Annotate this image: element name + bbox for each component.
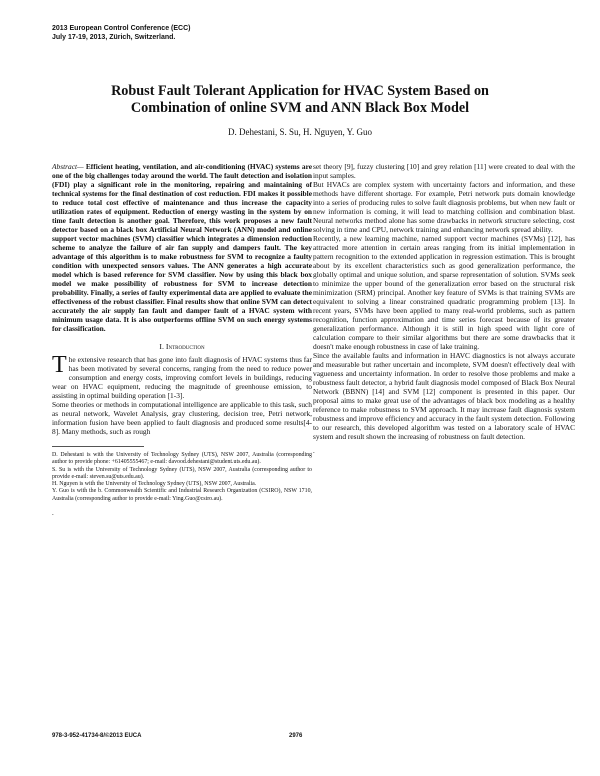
right-paragraph-3: Recently, a new learning machine, named support vector machines (SVMs) [12], has attracted more attention in certain areas ranging from its initial implementation in pattern recognition to the extended application in regression estimation. This is brought about by its excellent characteristics such as good generalization performance, the globally optimal and unique solution, and sparse representation of solution. SVMs seek to minimize the upper bound of the generalization error based on the structural risk minimization (SRM) principal. Another key feature of SVMs is that training SVMs are equivalent to solving a linear constrained quadratic programming problem [13]. In recent years, SVMs have been applied to many real-world problems, such as pattern recognition, function approximation and time series forecast because of its greater generalization performance. Although it is still in high speed with light core of calculation compare to their similar algorithms but there are some drawbacks that it doesn't make enough robustness in case of lake training. xyxy=(313,234,575,351)
section-heading-introduction: I. Introduction xyxy=(159,342,205,351)
intro-paragraph-2: Some theories or methods in computational intelligence are applicable to this task, such as neural network, Wavelet Analysis, gray clustering, decision tree, Petri network, information fusion have been applied to fault diagnosis and produced some results[4-8]. Many methods, such as rough xyxy=(52,400,312,436)
right-column xyxy=(313,162,575,456)
footnote-3: H. Nguyen is with the University of Technology Sydney (UTS), NSW 2007, Australia. xyxy=(52,481,257,488)
left-column xyxy=(52,162,312,518)
footnote-4: Y. Guo is with the b. Commonwealth Scientific and Industrial Research Organization (CSIRO), NSW 1710, Australia (corresponding author to provide e-mail: Ying.Guo@csiro.au). xyxy=(52,488,312,502)
author-list: D. Dehestani, S. Su, H. Nguyen, Y. Guo xyxy=(228,127,372,137)
title-line-1: Robust Fault Tolerant Application for HVAC System Based on xyxy=(111,83,489,99)
intro-paragraph-1 xyxy=(52,352,312,400)
abstract-text: Efficient heating, ventilation, and air-conditioning (HVAC) systems are one of the big challenges today around the world. The fault detection and isolation (FDI) play a significant role in the monitoring, repairing and maintaining of technical systems for the final destination of cost reduction. FDI makes it possible to reduce total cost effective of maintenance and thus increase the capacity utilization rates of equipment. Reduction of energy wasting in the system by on time fault detection is another goal. Therefore, this work proposes a new fault detector based on a black box Artificial Neural Network (ANN) model and online support vector machines (SVM) classifier which integrates a dimension reduction scheme to analyze the failure of air fan supply and dampers fault. The key advantage of this algorithm is to make robustness for SVM to recognize a faulty condition with unexpected sensors values. The ANN generates a high accurate model which is based reference for SVM classifier. Now by using this black box model we make possibility of robustness for SVM to increase detection probability. Finally, a series of faulty experimental data are applied to evaluate the effectiveness of the robust classifier. Final results show that online SVM can detect accurately the air supply fan fault and damper fault of a HVAC system with minimum usage data. It is also outperforms offline SVM on such energy systems for classification. xyxy=(52,162,312,333)
footnote-divider xyxy=(52,446,144,447)
conference-header xyxy=(52,24,190,42)
right-column-dot: . xyxy=(313,447,315,455)
paper-title xyxy=(60,83,540,117)
drop-cap: T xyxy=(52,352,67,378)
abstract xyxy=(52,162,312,333)
left-column-dot: . xyxy=(52,509,54,518)
right-paragraph-2: But HVACs are complex system with uncertainty factors and information, and these methods have different shortage. For example, Petri network puts domain knowledge into a series of producing rules to solve fault diagnosis problems, but when new fault or new information is coming, it will lead to matching collision and combination blast. Neural networks method alone has some drawbacks in network structure selecting, cost solving in time and CPU, network training and enhancing network spread ability. xyxy=(313,180,575,234)
footnote-1: D. Dehestani is with the University of Technology Sydney (UTS), NSW 2007, Australia (corresponding author to provide phone: +61405555467; e-mail: davood.dehestani@student.uts.edu.au). xyxy=(52,452,312,466)
right-paragraph-4: Since the available faults and information in HAVC diagnostics is not always accurate and measurable but rather uncertain and incomplete, SVM doesn't effectively deal with vagueness and uncertainty information. In order to resolve those problems and make a robustness fault detector, a hybrid fault diagnosis model composed of Black Box Neural Network (BBNN) [14] and SVM [12] component is presented in this paper. Our proposal aims to make great use of the advantages of black box modeling as a healthy reference to make robustness to SVM approach. It may increase fault diagnosis system robustness and improve efficiency and accuracy in the fault system detection. Following to our research, this developed algorithm was tested on a laboratory scale of HVAC system and result shown the increasing of robustness on fault detection. xyxy=(313,351,575,441)
footnote-2: S. Su is with the University of Technology Sydney (UTS), NSW 2007, Australia (corresponding author to provide e-mail: steven.su@uts.edu.au). xyxy=(52,466,312,480)
abstract-lead: Abstract— xyxy=(52,162,84,171)
right-paragraph-1: set theory [9], fuzzy clustering [10] and grey relation [11] were created to deal with the input samples. xyxy=(313,162,575,180)
intro-paragraph-1-text: he extensive research that has gone into fault diagnosis of HVAC systems thus far has been motivated by several concerns, ranging from the need to reduce power consumption and energy costs, improving comfort levels in buildings, reducing wear on HVAC equipment, reducing the magnitude of greenhouse emission, to assisting in optimal building operation [1-3]. xyxy=(52,355,312,400)
conference-date: July 17-19, 2013, Zürich, Switzerland. xyxy=(52,34,176,41)
isbn-footer: 978-3-952-41734-8/©2013 EUCA xyxy=(52,733,142,739)
page-number: 2976 xyxy=(289,733,303,739)
title-line-2: Combination of online SVM and ANN Black Box Model xyxy=(130,100,470,116)
conference-name: 2013 European Control Conference (ECC) xyxy=(52,25,191,32)
